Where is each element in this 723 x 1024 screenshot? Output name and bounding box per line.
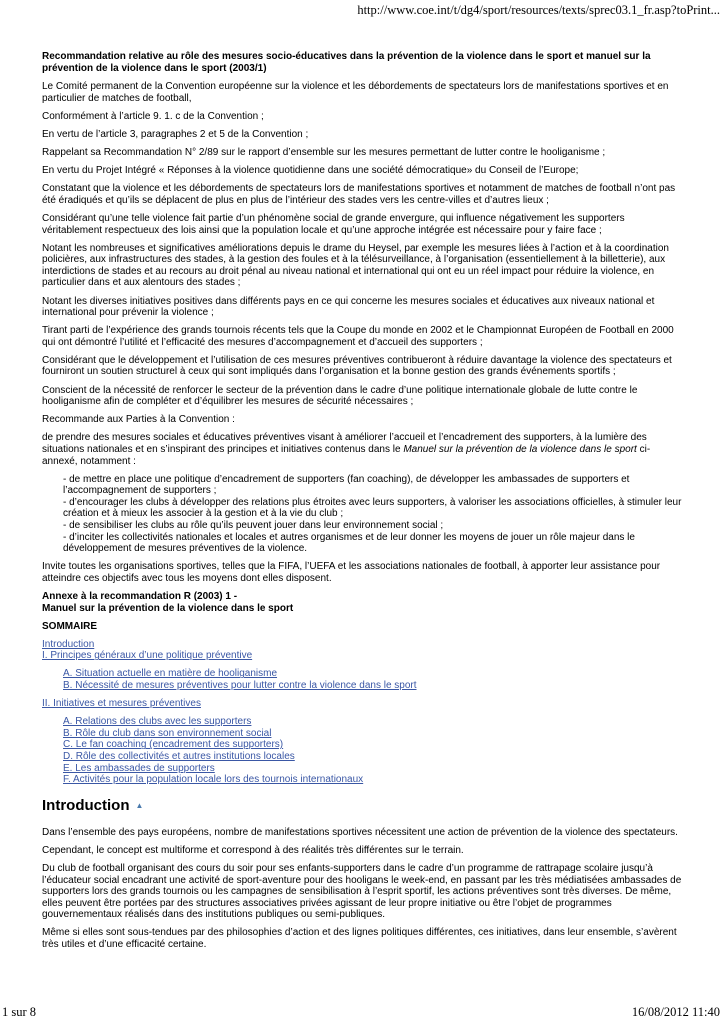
toc-link[interactable]: F. Activités pour la population locale lors des tournois internationaux bbox=[63, 774, 364, 786]
toc-group bbox=[63, 716, 683, 786]
paragraph: Cependant, le concept est multiforme et correspond à des réalités très différentes sur le terrain. bbox=[42, 844, 464, 856]
document-title: Recommandation relative au rôle des mesures socio-éducatives dans la prévention de la violence dans le sport et manuel sur la prévention de la violence dans le sport (2003/1) bbox=[42, 51, 651, 74]
toc-group bbox=[42, 639, 683, 662]
toc-link[interactable]: A. Situation actuelle en matière de hooliganisme bbox=[63, 668, 278, 680]
toc-link[interactable]: II. Initiatives et mesures préventives bbox=[42, 698, 201, 710]
toc-link[interactable]: B. Rôle du club dans son environnement social bbox=[63, 727, 272, 739]
toc-line bbox=[63, 763, 683, 775]
toc-link[interactable]: D. Rôle des collectivités et autres institutions locales bbox=[63, 751, 295, 762]
recital-item: - de sensibiliser les clubs au rôle qu’ils peuvent jouer dans leur environnement social ; bbox=[63, 520, 444, 531]
print-datetime: 16/08/2012 11:40 bbox=[631, 1005, 720, 1020]
paragraph: Conformément à l’article 9. 1. c de la Convention ; bbox=[42, 110, 264, 122]
text-segment: ci-annexé, notamment : bbox=[42, 443, 651, 467]
paragraph: En vertu du Projet Intégré « Réponses à la violence quotidienne dans une société démocratique» du Conseil de l’Europe; bbox=[42, 165, 579, 177]
paragraph: Du club de football organisant des cours du soir pour ses enfants-supporters dans le cadre d’un programme de rattrapage scolaire jusqu’à l’éducateur social encadrant une activité de sport-aventure pour des hooligans le week-end, en passant par les très médiatisées ambassades de supporters lors des grands tournois ou les campagnes de sensibilisation à l’esprit sportif, les actions préventives sont très diverses. De même, elles peuvent être portées par des structures associatives privées agissant de leur propre initiative ou être l’objet de programmes gouvernementaux réalisés dans des institutions publiques ou semi-publiques. bbox=[42, 862, 682, 921]
paragraph: Même si elles sont sous-tendues par des philosophies d’action et des lignes politiques différentes, ces initiatives, dans leur ensemble, s’avèrent très utiles et d’une efficacité certaine. bbox=[42, 927, 677, 951]
document-content bbox=[42, 51, 683, 957]
toc-link[interactable]: Introduction bbox=[42, 638, 95, 650]
toc-link[interactable]: I. Principes généraux d’une politique préventive bbox=[42, 650, 253, 662]
toc-line bbox=[42, 639, 683, 651]
print-header-url: http://www.coe.int/t/dg4/sport/resources/texts/sprec03.1_fr.asp?toPrint... bbox=[357, 3, 720, 17]
toc-link[interactable]: E. Les ambassades de supporters bbox=[63, 762, 215, 774]
paragraph: Dans l’ensemble des pays européens, nombre de manifestations sportives nécessitent une action de prévention de la violence des spectateurs. bbox=[42, 826, 678, 838]
bold-heading-line: Manuel sur la prévention de la violence dans le sport bbox=[42, 602, 294, 614]
text-segment: de prendre des mesures sociales et éducatives préventives visant à améliorer l’accueil et l’encadrement des supporters, à la lumière des situations nationales et en s’inspirant des principes et initiatives contenus dans le bbox=[42, 432, 647, 455]
bold-heading-line: SOMMAIRE bbox=[42, 620, 97, 632]
section-heading-introduction bbox=[42, 797, 683, 815]
toc-line bbox=[42, 650, 683, 662]
paragraph: Notant les diverses initiatives positives dans différents pays en ce qui concerne les mesures sociales et éducatives aux niveaux national et international pour prévenir la violence ; bbox=[42, 295, 655, 319]
paragraph: Tirant parti de l’expérience des grands tournois récents tels que la Coupe du monde en 2002 et le Championnat Européen de Football en 2000 qui ont démontré l’utilité et l’efficacité des mesures d’accompagnement et d’accueil des supporters ; bbox=[42, 325, 674, 348]
paragraph: En vertu de l’article 3, paragraphes 2 et 5 de la Convention ; bbox=[42, 128, 309, 140]
paragraph: Considérant que le développement et l’utilisation de ces mesures préventives contribueront à réduire davantage la violence des spectateurs et fourniront un soutien structurel à ceux qui sont impliqués dans l’organisation et la bonne gestion des grands événements sportifs ; bbox=[42, 354, 672, 378]
recital-list bbox=[63, 474, 683, 555]
toc-link[interactable]: B. Nécessité de mesures préventives pour lutter contre la violence dans le sport bbox=[63, 680, 417, 692]
sommaire-heading bbox=[42, 621, 683, 633]
toc-link[interactable]: C. Le fan coaching (encadrement des supporters) bbox=[63, 739, 284, 751]
recital-item: - d’inciter les collectivités nationales et locales et autres organismes et de leur donner les moyens de jouer un rôle majeur dans le développement de mesures préventives de la violence. bbox=[63, 531, 635, 555]
toc-line bbox=[63, 739, 683, 751]
toc-line bbox=[63, 774, 683, 786]
paragraph bbox=[42, 432, 683, 467]
toc-line bbox=[63, 728, 683, 740]
recital-item: - d’encourager les clubs à développer des relations plus étroites avec leurs supporters, à valoriser les associations officielles, à stimuler leur création et à mieux les associer à la gestion et à la vie du club ; bbox=[63, 496, 682, 520]
document-body bbox=[42, 81, 683, 950]
page-number: 1 sur 8 bbox=[2, 1005, 37, 1020]
back-to-top-icon[interactable]: ▲ bbox=[135, 800, 144, 810]
toc-line bbox=[63, 668, 683, 680]
paragraph: Conscient de la nécessité de renforcer le secteur de la prévention dans le cadre d’une politique internationale globale de lutte contre le hooliganisme afin de compléter et d’équilibrer les mesures de sécurité nécessaires ; bbox=[42, 384, 638, 408]
paragraph: Notant les nombreuses et significatives améliorations depuis le drame du Heysel, par exemple les mesures liées à l’action et à la coordination policières, aux infrastructures des stades, à la gestion des foules et à la télésurveillance, à l’organisation (essentiellement à la billetterie), aux interdictions de stades et au recours au droit pénal au niveau national et international qui ont eu un réel impact pour réduire la violence, en particulier dans et aux alentours des stades ; bbox=[42, 242, 669, 289]
section-heading-label: Introduction bbox=[42, 796, 130, 814]
toc-link[interactable]: A. Relations des clubs avec les supporters bbox=[63, 716, 252, 728]
recital-item: - de mettre en place une politique d’encadrement de supporters (fan coaching), de développer les ambassades de supporters et l’accompagnement de supporters ; bbox=[63, 473, 630, 497]
paragraph: Le Comité permanent de la Convention européenne sur la violence et les débordements de spectateurs lors de manifestations sportives et en particulier de matches de football, bbox=[42, 81, 669, 104]
toc-line bbox=[42, 698, 683, 710]
toc-line bbox=[63, 680, 683, 692]
paragraph: Considérant qu’une telle violence fait partie d’un phénomène social de grande envergure, qui influence négativement les supporters véritablement respectueux des lois ainsi que la population locale et qu’une approche intégrée est nécessaire pour y faire face ; bbox=[42, 212, 625, 236]
paragraph: Recommande aux Parties à la Convention : bbox=[42, 414, 235, 426]
paragraph: Rappelant sa Recommandation N° 2/89 sur le rapport d’ensemble sur les mesures permettant de lutter contre le hooliganisme ; bbox=[42, 147, 606, 159]
toc-line bbox=[63, 751, 683, 763]
italic-text: Manuel sur la prévention de la violence dans le sport bbox=[403, 443, 637, 455]
annex-heading bbox=[42, 591, 683, 614]
toc-line bbox=[63, 716, 683, 728]
toc-group bbox=[42, 698, 683, 710]
paragraph: Constatant que la violence et les débordements de spectateurs lors de manifestations sportives et notamment de matches de football n’ont pas été éradiqués et qu’ils se déplacent de plus en plus de l’intérieur des stades vers les centre-villes et d’autres lieux ; bbox=[42, 183, 676, 206]
paragraph: Invite toutes les organisations sportives, telles que la FIFA, l’UEFA et les associations nationales de football, à apporter leur assistance pour atteindre ces objectifs avec tous les moyens dont elles disposent. bbox=[42, 561, 661, 584]
bold-heading-line: Annexe à la recommandation R (2003) 1 - bbox=[42, 590, 238, 602]
toc-group bbox=[63, 668, 683, 691]
